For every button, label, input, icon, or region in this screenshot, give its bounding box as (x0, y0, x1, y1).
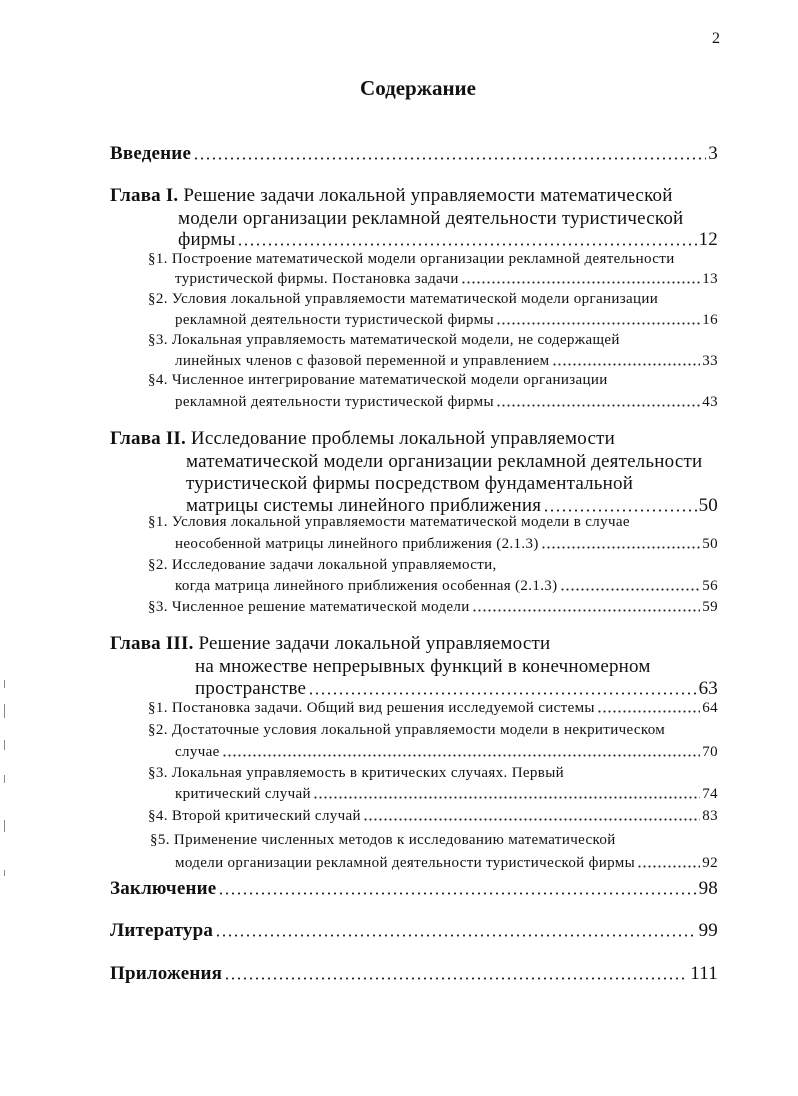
toc-page-number: 13 (702, 271, 718, 287)
toc-entry (148, 251, 675, 268)
toc-entry-text: критический случай (175, 786, 311, 802)
toc-entry (148, 765, 564, 782)
toc-page-number: 83 (702, 808, 718, 824)
toc-entry-label: Глава I. (110, 185, 179, 206)
toc-page-number: 64 (702, 700, 718, 716)
dot-leader (237, 243, 696, 246)
toc-entry-label: §2. (148, 557, 168, 573)
toc-page-number: 50 (698, 495, 718, 516)
toc-entry-continuation (175, 786, 718, 803)
toc-entry-text: Применение численных методов к исследованию математической (173, 832, 616, 848)
toc-entry-continuation (175, 855, 718, 872)
toc-entry (148, 808, 718, 825)
toc-entry-text: модели организации рекламной деятельности туристической фирмы (175, 855, 635, 871)
toc-entry-continuation (178, 208, 683, 230)
toc-entry (110, 143, 718, 165)
toc-entry-text: Достаточные условия локальной управляемости модели в некритическом (171, 722, 666, 738)
toc-entry-text: Решение задачи локальной управляемости (198, 633, 551, 654)
toc-entry-text: неособенной матрицы линейного приближения (2.1.3) (175, 536, 539, 552)
toc-page-number: 50 (702, 536, 718, 552)
toc-entry-label: §1. (148, 700, 168, 716)
dot-leader (543, 509, 696, 512)
toc-entry-label: Заключение (110, 878, 217, 899)
toc-entry-label: §5. (150, 832, 170, 848)
dot-leader (472, 609, 701, 612)
toc-page-number: 63 (698, 678, 718, 699)
toc-entry-text: туристической фирмы посредством фундаментальной (186, 473, 634, 494)
dot-leader (218, 892, 696, 895)
toc-entry-label: §4. (148, 372, 168, 388)
toc-entry-continuation (175, 578, 718, 595)
toc-entry (110, 428, 615, 450)
dot-leader (313, 796, 700, 799)
toc-entry (110, 878, 718, 900)
toc-entry-text: рекламной деятельности туристической фирмы (175, 312, 494, 328)
toc-entry-text: Условия локальной управляемости математической модели в случае (171, 514, 630, 530)
dot-leader (560, 588, 701, 591)
toc-entry-text: Второй критический случай (171, 808, 361, 824)
toc-page-number: 92 (702, 855, 718, 871)
toc-entry (150, 832, 616, 849)
toc-entry-label: §3. (148, 332, 168, 348)
toc-entry (110, 920, 718, 942)
toc-entry (148, 557, 497, 574)
dot-leader (222, 754, 701, 757)
dot-leader (496, 322, 700, 325)
toc-entry (148, 514, 630, 531)
toc-entry-text: Локальная управляемость математической модели, не содержащей (171, 332, 620, 348)
dot-leader (637, 865, 700, 868)
toc-entry-label: §2. (148, 722, 168, 738)
dot-leader (496, 404, 700, 407)
toc-page-number: 74 (702, 786, 718, 802)
scan-margin-marks (0, 680, 10, 940)
toc-page-number: 111 (690, 963, 718, 984)
toc-page-number: 33 (702, 353, 718, 369)
toc-entry-continuation (186, 473, 633, 495)
toc-entry-continuation (175, 271, 718, 288)
toc-entry-continuation (175, 536, 718, 553)
toc-entry-text: Условия локальной управляемости математической модели организации (171, 291, 659, 307)
toc-entry-text: модели организации рекламной деятельности туристической (178, 208, 684, 229)
dot-leader (552, 363, 701, 366)
toc-page-number: 3 (708, 143, 718, 164)
toc-entry-text: случае (175, 744, 220, 760)
toc-entry-label: §4. (148, 808, 168, 824)
dot-leader (308, 692, 696, 695)
toc-page-number: 56 (702, 578, 718, 594)
dot-leader (461, 281, 701, 284)
toc-entry (110, 633, 550, 655)
toc-entry-text: Исследование проблемы локальной управляемости (190, 428, 615, 449)
dot-leader (363, 818, 700, 821)
toc-entry (148, 372, 608, 389)
toc-entry-label: Глава II. (110, 428, 186, 449)
toc-entry (110, 963, 718, 985)
toc-entry-label: Литература (110, 920, 214, 941)
toc-page-number: 98 (698, 878, 718, 899)
toc-entry (148, 700, 718, 717)
toc-entry-text: на множестве непрерывных функций в конечномерном (195, 656, 651, 677)
toc-entry-continuation (195, 656, 651, 678)
toc-entry-continuation (175, 312, 718, 329)
toc-entry-continuation (195, 678, 718, 700)
toc-entry-label: §3. (148, 599, 168, 615)
toc-entry-text: рекламной деятельности туристической фирмы (175, 394, 494, 410)
toc-entry (148, 599, 718, 616)
toc-page-number: 59 (702, 599, 718, 615)
toc-entry-continuation (175, 353, 718, 370)
toc-entry (148, 291, 658, 308)
toc-entry-text: когда матрица линейного приближения особенная (2.1.3) (175, 578, 558, 594)
toc-page-number: 70 (702, 744, 718, 760)
toc-page-number: 16 (702, 312, 718, 328)
toc-entry-continuation (178, 229, 718, 251)
toc-entry-text: Построение математической модели организации рекламной деятельности (171, 251, 675, 267)
toc-entry-continuation (175, 744, 718, 761)
toc-entry-text: Численное интегрирование математической модели организации (171, 372, 608, 388)
toc-entry-text: линейных членов с фазовой переменной и управлением (175, 353, 550, 369)
toc-page-number: 99 (698, 920, 718, 941)
toc-entry-continuation (186, 451, 702, 473)
toc-entry-text: Локальная управляемость в критических случаях. Первый (171, 765, 565, 781)
dot-leader (597, 710, 700, 713)
dot-leader (215, 934, 696, 937)
toc-entry-label: Глава III. (110, 633, 194, 654)
toc-entry-text: матрицы системы линейного приближения (186, 495, 542, 516)
page-title: Содержание (360, 76, 476, 100)
page-number: 2 (712, 30, 720, 47)
toc-entry-label: Приложения (110, 963, 223, 984)
toc-entry-text: Численное решение математической модели (171, 599, 470, 615)
toc-page-number: 43 (702, 394, 718, 410)
toc-entry-label: §3. (148, 765, 168, 781)
toc-entry (148, 332, 620, 349)
toc-entry (110, 185, 673, 207)
toc-entry-continuation (175, 394, 718, 411)
toc-entry-label: §1. (148, 251, 168, 267)
toc-entry-text: Исследование задачи локальной управляемости, (171, 557, 497, 573)
toc-entry-text: пространстве (195, 678, 307, 699)
toc-entry-text: фирмы (178, 229, 236, 250)
dot-leader (541, 546, 701, 549)
toc-entry-label: §1. (148, 514, 168, 530)
dot-leader (193, 157, 706, 160)
toc-entry (148, 722, 665, 739)
toc-entry-text: Решение задачи локальной управляемости математической (183, 185, 673, 206)
toc-entry-label: §2. (148, 291, 168, 307)
toc-page-number: 12 (698, 229, 718, 250)
toc-entry-text: туристической фирмы. Постановка задачи (175, 271, 459, 287)
toc-entry-label: Введение (110, 143, 192, 164)
toc-entry-text: Постановка задачи. Общий вид решения исследуемой системы (171, 700, 595, 716)
dot-leader (224, 977, 688, 980)
toc-entry-text: математической модели организации рекламной деятельности (186, 451, 703, 472)
